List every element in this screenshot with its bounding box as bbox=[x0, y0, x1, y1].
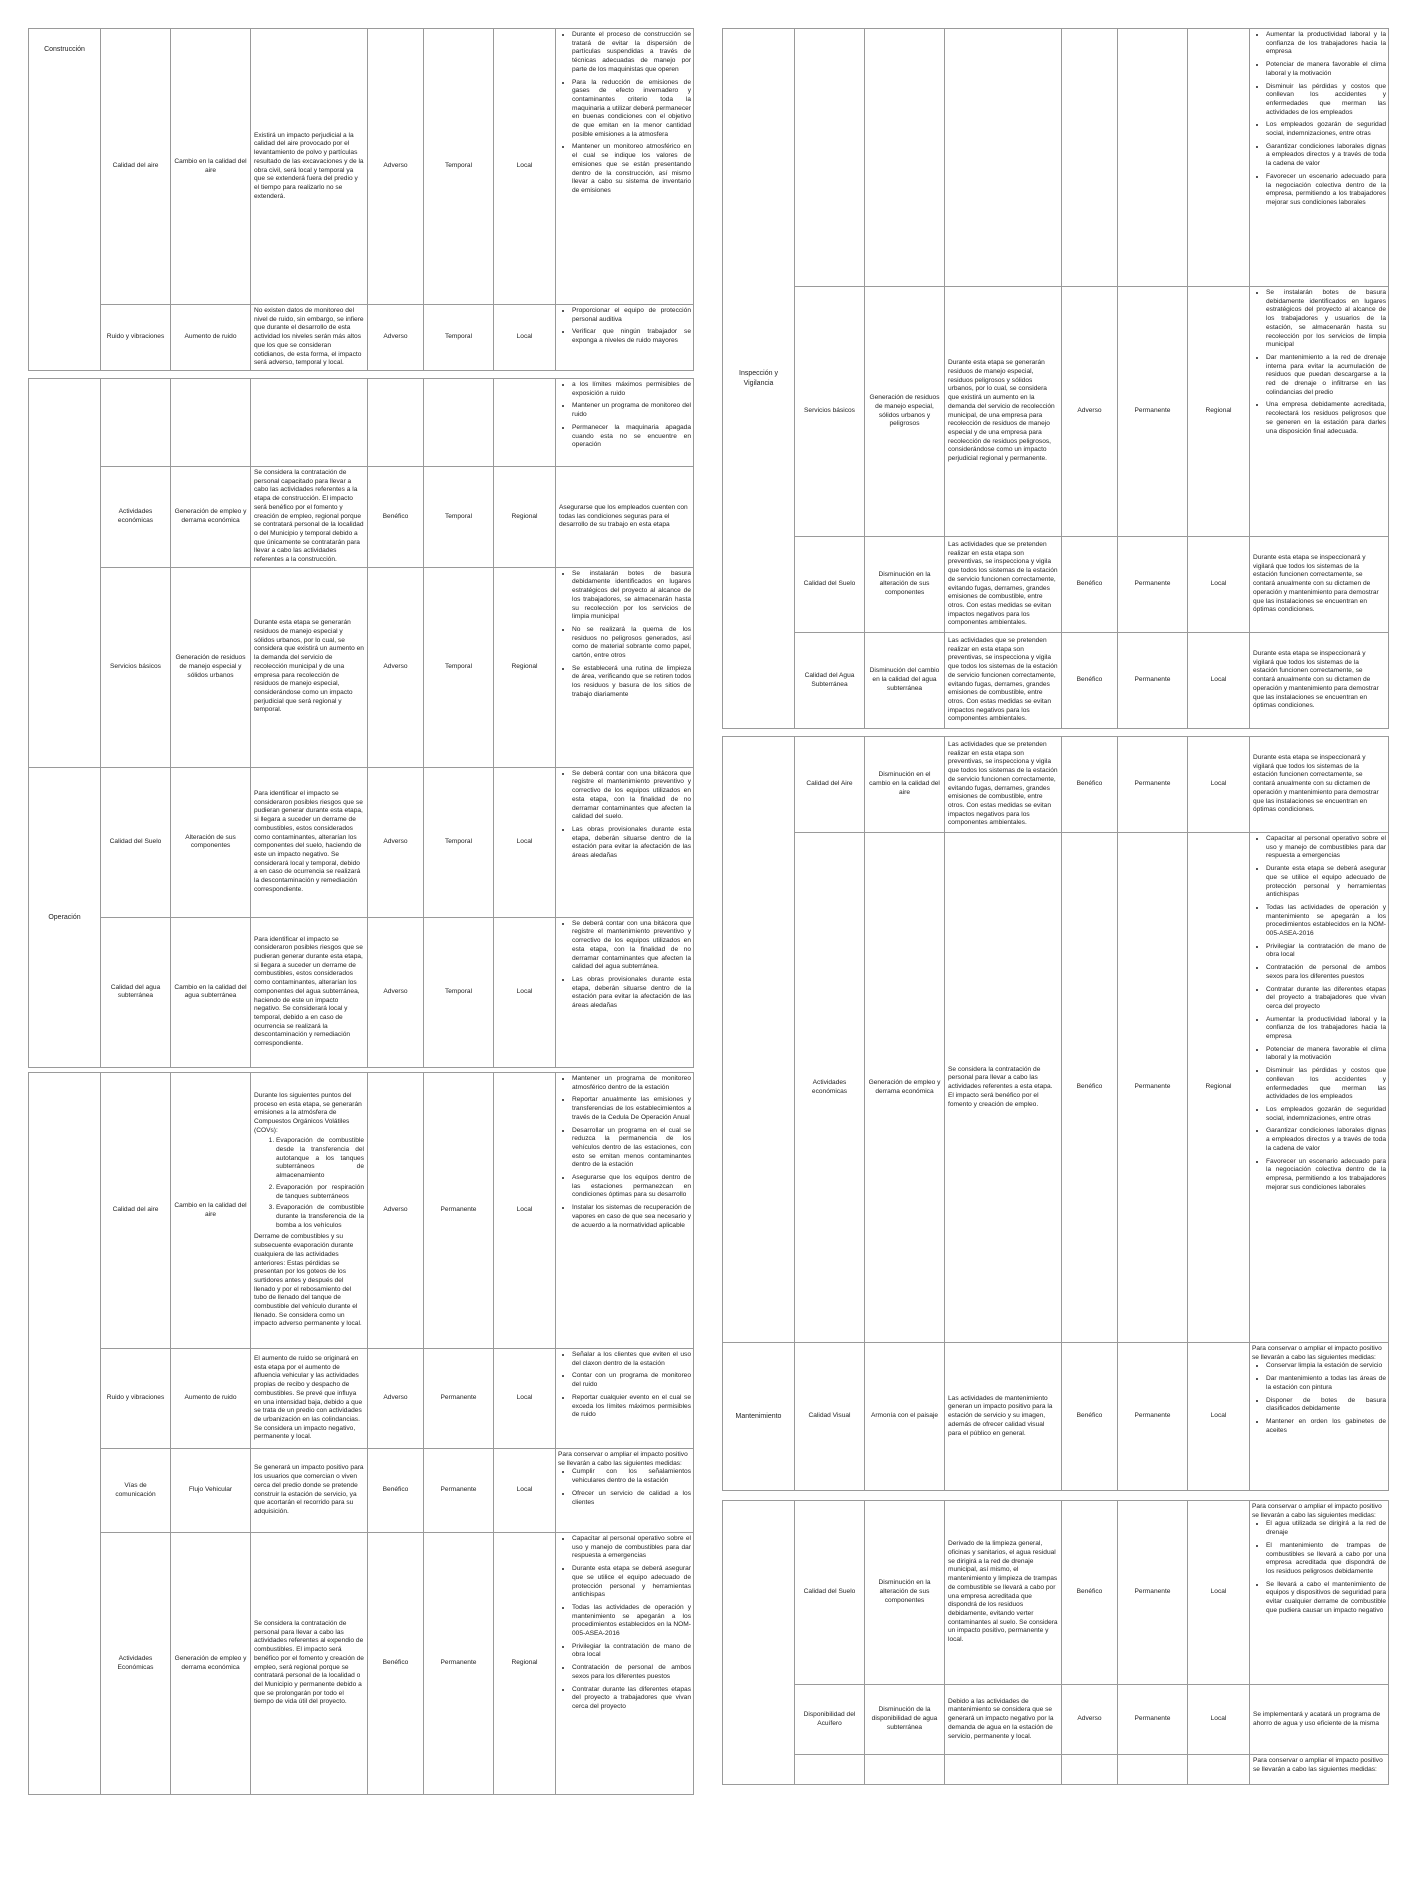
type-cell: Benéfico bbox=[1062, 737, 1118, 833]
factor-cell: Calidad del Suelo bbox=[101, 767, 171, 917]
bullet-item: • Contratar durante las diferentes etapas del proyecto a trabajadores que vivan cerca del proyecto bbox=[1266, 986, 1386, 1012]
mitigation-cell bbox=[556, 1449, 694, 1533]
duration-cell: Permanente bbox=[424, 1349, 494, 1449]
mitigation-cell bbox=[556, 567, 694, 767]
description-cell: Para identificar el impacto se consideraron posibles riesgos que se pudieran generar durante esta etapa, si llegara a suceder un derrame de combustibles, estos considerados como contaminantes, alterarían los componentes del agua subterránea, haciendo de este un impacto negativo. Se considerará local y temporal, debido a en caso de ocurrencia se realizará la descontaminación y remediación correspondiente. bbox=[251, 917, 368, 1067]
empty-cell bbox=[494, 379, 556, 467]
impact-cell: Aumento de ruido bbox=[171, 1349, 251, 1449]
type-cell: Benéfico bbox=[1062, 833, 1118, 1343]
type-cell: Adverso bbox=[368, 767, 424, 917]
mitigation-cell: Durante esta etapa se inspeccionará y vigilará que todos los sistemas de la estación funcionen correctamente, se contará anualmente con su dictamen de operación y mantenimiento para demostrar que las instalaciones se encuentran en óptimas condiciones. bbox=[1250, 737, 1389, 833]
phase-label: Construcción bbox=[29, 29, 101, 371]
bullet-item: • Favorecer un escenario adecuado para la negociación colectiva dentro de la empresa, permitiendo a los trabajadores mejorar sus condiciones laborales bbox=[1266, 1158, 1386, 1193]
type-cell: Benéfico bbox=[368, 1533, 424, 1795]
duration-cell: Permanente bbox=[424, 1449, 494, 1533]
phase-label: Inspección y Vigilancia bbox=[723, 29, 795, 729]
mitigation-cell bbox=[1250, 1501, 1389, 1685]
bullet-item: • Instalar los sistemas de recuperación de vapores en caso de que sea necesario y de acuerdo a la normatividad aplicable bbox=[572, 1204, 691, 1230]
bullet-item: • Los empleados gozarán de seguridad social, indemnizaciones, entre otras bbox=[1266, 1106, 1386, 1123]
bullet-item: • Mantener un programa de monitoreo atmosférico dentro de la estación bbox=[572, 1075, 691, 1092]
bullet-item: • Las obras provisionales durante esta etapa, deberán situarse dentro de la estación para evitar la afectación de las áreas aledañas bbox=[572, 976, 691, 1011]
factor-cell: Calidad del Suelo bbox=[795, 537, 865, 633]
bullet-item: • Disponer de botes de basura clasificados debidamente bbox=[1266, 1397, 1386, 1414]
mitigation-cell bbox=[1250, 287, 1389, 537]
mitigation-cell bbox=[1250, 1343, 1389, 1491]
factor-cell: Calidad del Aire bbox=[795, 737, 865, 833]
mitigation-cell bbox=[556, 917, 694, 1067]
bullet-item: • Proporcionar el equipo de protección personal auditiva bbox=[572, 307, 691, 324]
bullet-item: • Conservar limpia la estación de servicio bbox=[1266, 1362, 1386, 1371]
scope-cell: Local bbox=[494, 917, 556, 1067]
mitigation-intro: Para conservar o ampliar el impacto positivo se llevarán a cabo las siguientes medidas: bbox=[558, 1451, 688, 1467]
right-table-mantenimiento-2 bbox=[722, 1500, 1388, 1785]
bullet-item: • Privilegiar la contratación de mano de obra local bbox=[1266, 943, 1386, 960]
bullet-item: • Aumentar la productividad laboral y la confianza de los trabajadores hacia la empresa bbox=[1266, 1016, 1386, 1042]
mitigation-cell bbox=[556, 1073, 694, 1349]
bullet-item: • Se establecerá una rutina de limpieza de área, verificando que se retiren todos los residuos y basura de los sitios de trabajo diariamente bbox=[572, 665, 691, 700]
bullet-item: • Contratar durante las diferentes etapas del proyecto a trabajadores que vivan cerca del proyecto bbox=[572, 1686, 691, 1712]
factor-cell: Actividades económicas bbox=[795, 833, 865, 1343]
type-cell: Adverso bbox=[368, 1073, 424, 1349]
bullet-item: • Una empresa debidamente acreditada, recolectará los residuos peligrosos que se generen en la estación para darles una disposición final adecuada. bbox=[1266, 401, 1386, 436]
scope-cell: Local bbox=[494, 29, 556, 305]
duration-cell: Permanente bbox=[1118, 1343, 1188, 1491]
left-table-construccion bbox=[28, 28, 693, 371]
bullet-item: • Desarrollar un programa en el cual se reduzca la permanencia de los vehículos dentro de las estaciones, con esto se emitan menos contaminantes dentro de la estación bbox=[572, 1127, 691, 1171]
bullet-list bbox=[558, 920, 691, 1011]
bullet-list bbox=[558, 1075, 691, 1230]
empty-cell bbox=[1062, 29, 1118, 287]
mitigation-cell bbox=[556, 29, 694, 305]
bullet-item: • Se instalarán botes de basura debidamente identificados en lugares estratégicos del proyecto al alcance de los trabajadores, se almacenarán hasta su recolección por los servicios de limpia municipal bbox=[572, 570, 691, 622]
bullet-list bbox=[1252, 835, 1386, 1192]
mitigation-intro: Para conservar o ampliar el impacto positivo se llevarán a cabo las siguientes medidas: bbox=[1252, 1503, 1382, 1519]
mitigation-cell bbox=[556, 1349, 694, 1449]
impact-cell: Disminución en la alteración de sus componentes bbox=[865, 537, 945, 633]
mitigation-intro: Para conservar o ampliar el impacto positivo se llevarán a cabo las siguientes medidas: bbox=[1252, 1345, 1382, 1361]
mitigation-cell bbox=[556, 379, 694, 467]
duration-cell: Temporal bbox=[424, 29, 494, 305]
bullet-item: • Se deberá contar con una bitácora que registre el mantenimiento preventivo y correctivo de los equipos utilizados en esta etapa, con la finalidad de no derramar contaminantes que afecten la calidad del suelo. bbox=[572, 770, 691, 822]
phase-label: Operación bbox=[29, 767, 101, 1067]
impact-cell: Disminución de la disponibilidad de agua subterránea bbox=[865, 1685, 945, 1755]
bullet-item: • Contratación de personal de ambos sexos para los diferentes puestos bbox=[572, 1664, 691, 1681]
bullet-item: • Asegurarse que los equipos dentro de las estaciones permanezcan en condiciones óptimas para su desarrollo bbox=[572, 1174, 691, 1200]
bullet-list bbox=[558, 570, 691, 700]
type-cell: Adverso bbox=[368, 305, 424, 371]
duration-cell: Permanente bbox=[1118, 1501, 1188, 1685]
duration-cell: Permanente bbox=[1118, 633, 1188, 729]
bullet-item: • Verificar que ningún trabajador se exponga a niveles de ruido mayores bbox=[572, 328, 691, 345]
bullet-item: • Disminuir las pérdidas y costos que conllevan los accidentes y enfermedades que merman las actividades de los empleados bbox=[1266, 1067, 1386, 1102]
empty-cell bbox=[1118, 1755, 1188, 1785]
bullet-item: • Los empleados gozarán de seguridad social, indemnizaciones, entre otras bbox=[1266, 121, 1386, 138]
bullet-list bbox=[558, 1535, 691, 1712]
scope-cell: Local bbox=[1188, 1685, 1250, 1755]
type-cell: Benéfico bbox=[1062, 537, 1118, 633]
scope-cell: Local bbox=[494, 1449, 556, 1533]
bullet-list bbox=[558, 1468, 691, 1507]
bullet-item: • Todas las actividades de operación y mantenimiento se apegarán a los procedimientos establecidos en la NOM-005-ASEA-2016 bbox=[572, 1604, 691, 1639]
empty-cell bbox=[865, 29, 945, 287]
type-cell: Adverso bbox=[1062, 287, 1118, 537]
impact-cell: Aumento de ruido bbox=[171, 305, 251, 371]
impact-cell: Generación de empleo y derrama económica bbox=[171, 467, 251, 568]
description-cell: Derivado de la limpieza general, oficinas y sanitarios, el agua residual se dirigirá a la red de drenaje municipal, así mismo, el mantenimiento y limpieza de trampas de combustible se llevará a cabo por una empresa acreditada que dispondrá de los residuos debidamente, evitando verter contaminantes al suelo. Se considera un impacto positivo, permanente y local. bbox=[945, 1501, 1062, 1685]
bullet-item: • Contratación de personal de ambos sexos para los diferentes puestos bbox=[1266, 964, 1386, 981]
mitigation-cell bbox=[556, 767, 694, 917]
impact-cell: Disminución del cambio en la calidad del agua subterránea bbox=[865, 633, 945, 729]
description-cell: Debido a las actividades de mantenimiento se considera que se generará un impacto negativo por la demanda de agua en la estación de servicio, permanente y local. bbox=[945, 1685, 1062, 1755]
description-cell: Existirá un impacto perjudicial a la calidad del aire provocado por el levantamiento de polvo y partículas resultado de las excavaciones y de la obra civil, será local y temporal ya que se extenderá fuera del predio y el tiempo para realizarlo no se extenderá. bbox=[251, 29, 368, 305]
bullet-item: • Se deberá contar con una bitácora que registre el mantenimiento preventivo y correctivo de los equipos utilizados en esta etapa, con la finalidad de no derramar contaminantes que afecten la calidad del agua subterránea. bbox=[572, 920, 691, 972]
impact-cell: Generación de empleo y derrama económica bbox=[865, 833, 945, 1343]
bullet-list bbox=[558, 1351, 691, 1420]
impact-cell: Generación de residuos de manejo especial, sólidos urbanos y peligrosos bbox=[865, 287, 945, 537]
empty-cell bbox=[1062, 1755, 1118, 1785]
impact-cell: Alteración de sus componentes bbox=[171, 767, 251, 917]
bullet-item: • Para la reducción de emisiones de gases de efecto invernadero y contaminantes criterio toda la maquinaria a utilizar deberá permanecer en buenas condiciones con el objetivo de que emitan en la menor cantidad posible emisiones a la atmosfera bbox=[572, 79, 691, 140]
duration-cell: Permanente bbox=[1118, 737, 1188, 833]
phase-label: Mantenimiento bbox=[723, 1343, 795, 1491]
duration-cell: Temporal bbox=[424, 767, 494, 917]
type-cell: Adverso bbox=[368, 29, 424, 305]
factor-cell: Servicios básicos bbox=[101, 567, 171, 767]
scope-cell: Local bbox=[494, 1349, 556, 1449]
duration-cell: Temporal bbox=[424, 567, 494, 767]
bullet-item: • Mantener un programa de monitoreo del ruido bbox=[572, 402, 691, 419]
bullet-item: • Capacitar al personal operativo sobre el uso y manejo de combustibles para dar respuesta a emergencias bbox=[1266, 835, 1386, 861]
duration-cell: Permanente bbox=[424, 1533, 494, 1795]
bullet-item: • Durante esta etapa se deberá asegurar que se utilice el equipo adecuado de protección personal y herramientas antichispas bbox=[572, 1565, 691, 1600]
empty-cell bbox=[945, 29, 1062, 287]
duration-cell: Permanente bbox=[1118, 287, 1188, 537]
duration-cell: Permanente bbox=[1118, 1685, 1188, 1755]
impact-cell: Disminución en el cambio en la calidad del aire bbox=[865, 737, 945, 833]
factor-cell: Calidad Visual bbox=[795, 1343, 865, 1491]
bullet-list bbox=[558, 31, 691, 196]
scope-cell: Local bbox=[1188, 1501, 1250, 1685]
mitigation-cell bbox=[556, 305, 694, 371]
description-cell: Se considera la contratación de personal para llevar a cabo las actividades referentes a esta etapa. El impacto será benéfico por el fomento y creación de empleo. bbox=[945, 833, 1062, 1343]
bullet-item: • El mantenimiento de trampas de combustibles se llevará a cabo por una empresa acreditada que dispondrá de los residuos peligrosos debidamente bbox=[1266, 1542, 1386, 1577]
bullet-item: • Se instalarán botes de basura debidamente identificados en lugares estratégicos del proyecto al alcance de los trabajadores y usuarios de la estación, se almacenarán hasta su recolección por los servicios de limpia municipal bbox=[1266, 289, 1386, 350]
bullet-item: • Cumplir con los señalamientos vehiculares dentro de la estación bbox=[572, 1468, 691, 1485]
bullet-item: • Garantizar condiciones laborales dignas a empleados directos y a través de toda la cadena de valor bbox=[1266, 143, 1386, 169]
description-cell: Se considera la contratación de personal para llevar a cabo las actividades referentes al expendio de combustibles. El impacto será benéfico por el fomento y creación de empleo, será regional porque se contratará personal de la localidad o del Municipio y permanente debido a que se prolongarán por todo el tiempo de vida útil del proyecto. bbox=[251, 1533, 368, 1795]
mitigation-cell bbox=[1250, 29, 1389, 287]
description-cell: El aumento de ruido se originará en esta etapa por el aumento de afluencia vehicular y las actividades propias de recibo y despacho de combustibles. Se prevé que influya en una intensidad baja, debido a que se trata de un predio con actividades de urbanización en las colindancias. Se considera un impacto negativo, permanente y local. bbox=[251, 1349, 368, 1449]
mitigation-cell bbox=[556, 1533, 694, 1795]
bullet-item: • Potenciar de manera favorable el clima laboral y la motivación bbox=[1266, 1046, 1386, 1063]
scope-cell: Regional bbox=[1188, 833, 1250, 1343]
bullet-item: • Mantener en orden los gabinetes de aceites bbox=[1266, 1418, 1386, 1435]
empty-cell bbox=[171, 379, 251, 467]
empty-cell bbox=[1118, 29, 1188, 287]
factor-cell: Calidad del Agua Subterránea bbox=[795, 633, 865, 729]
scope-cell: Regional bbox=[1188, 287, 1250, 537]
bullet-item: • Dar mantenimiento a la red de drenaje interna para evitar la acumulación de residuos que puedan descargarse a la red de drenaje o infiltrarse en las colindancias del predio bbox=[1266, 354, 1386, 398]
bullet-list bbox=[1252, 1520, 1386, 1615]
bullet-item: • Capacitar al personal operativo sobre el uso y manejo de combustibles para dar respuesta a emergencias bbox=[572, 1535, 691, 1561]
empty-cell bbox=[795, 29, 865, 287]
factor-cell: Actividades Económicas bbox=[101, 1533, 171, 1795]
description-cell: Para identificar el impacto se consideraron posibles riesgos que se pudieran generar durante esta etapa, si llegara a suceder un derrame de combustibles, estos considerados como contaminantes, alterarían los componentes del suelo, haciendo de este un impacto negativo. Se considerará local y temporal, debido a en caso de ocurrencia se realizará la descontaminación y remediación correspondiente. bbox=[251, 767, 368, 917]
description-cell: Las actividades que se pretenden realizar en esta etapa son preventivas, se inspecciona y vigila que todos los sistemas de la estación de servicio funcionen correctamente, evitando fugas, derrames, grandes emisiones de combustible, entre otros. Con estas medidas se evitan impactos negativos para los componentes ambientales. bbox=[945, 633, 1062, 729]
description-cell: Las actividades que se pretenden realizar en esta etapa son preventivas, se inspecciona y vigila que todos los sistemas de la estación de servicio funcionen correctamente, evitando fugas, derrames, grandes emisiones de combustible, entre otros. Con estas medidas se evitan impactos negativos para los componentes ambientales. bbox=[945, 737, 1062, 833]
mitigation-cell bbox=[1250, 833, 1389, 1343]
mitigation-cell: Durante esta etapa se inspeccionará y vigilará que todos los sistemas de la estación funcionen correctamente, se contará anualmente con su dictamen de operación y mantenimiento para demostrar que las instalaciones se encuentran en óptimas condiciones. bbox=[1250, 633, 1389, 729]
type-cell: Benéfico bbox=[1062, 633, 1118, 729]
left-table-operacion-2 bbox=[28, 1072, 693, 1795]
bullet-item: • Favorecer un escenario adecuado para la negociación colectiva dentro de la empresa, permitiendo a los trabajadores mejorar sus condiciones laborales bbox=[1266, 173, 1386, 208]
empty-cell bbox=[424, 379, 494, 467]
description-cell: Se considera la contratación de personal capacitado para llevar a cabo las actividades referentes a la etapa de construcción. El impacto será benéfico por el fomento y creación de empleo, regional porque se contratará personal de la localidad o del Municipio y temporal debido a que únicamente se contratarán para llevar a cabo las actividades referentes a la construcción. bbox=[251, 467, 368, 568]
mitigation-cell: Se implementará y acatará un programa de ahorro de agua y uso eficiente de la misma bbox=[1250, 1685, 1389, 1755]
bullet-item: • Aumentar la productividad laboral y la confianza de los trabajadores hacia la empresa bbox=[1266, 31, 1386, 57]
factor-cell: Disponibilidad del Acuífero bbox=[795, 1685, 865, 1755]
factor-cell: Ruido y vibraciones bbox=[101, 305, 171, 371]
impact-cell: Cambio en la calidad del agua subterránea bbox=[171, 917, 251, 1067]
type-cell: Adverso bbox=[1062, 1685, 1118, 1755]
scope-cell: Local bbox=[1188, 1343, 1250, 1491]
phase-empty-cell bbox=[723, 1501, 795, 1785]
description-cell: Durante esta etapa se generarán residuos de manejo especial, residuos peligrosos y sólidos urbanos, por lo cual, se considera que existirá un aumento en la demanda del servicio de recolección municipal, de una empresa para recolección de residuos de manejo especial y de una empresa para recolección de residuos peligrosos, considerándose como un impacto perjudicial regional y permanente. bbox=[945, 287, 1062, 537]
bullet-item: • Disminuir las pérdidas y costos que conllevan los accidentes y enfermedades que merman las actividades de los empleados bbox=[1266, 83, 1386, 118]
bullet-item: • Mantener un monitoreo atmosférico en el cual se indique los valores de emisiones que se están presentando dentro de la construcción, así mismo llevar a cabo su sistema de inventario de emisiones bbox=[572, 143, 691, 195]
numbered-list bbox=[254, 1137, 364, 1230]
empty-cell bbox=[795, 1755, 865, 1785]
type-cell: Benéfico bbox=[368, 467, 424, 568]
empty-cell bbox=[251, 379, 368, 467]
description-cell: Se generará un impacto positivo para los usuarios que comercian o viven cerca del predio donde se pretende construir la estación de servicio, ya que acortarán el recorrido para su adquisición. bbox=[251, 1449, 368, 1533]
factor-cell: Calidad del agua subterránea bbox=[101, 917, 171, 1067]
type-cell: Benéfico bbox=[1062, 1501, 1118, 1685]
description-cell: Durante esta etapa se generarán residuos de manejo especial y sólidos urbanos, por lo cual, se considera que existirá un aumento en la demanda del servicio de recolección municipal y de una empresa para recolección de residuos de manejo especial, considerándose como un impacto perjudicial que será regional y temporal. bbox=[251, 567, 368, 767]
impact-cell: Flujo Vehicular bbox=[171, 1449, 251, 1533]
description-outro: Derrame de combustibles y su subsecuente evaporación durante cualquiera de las actividades anteriores: Estas pérdidas se presentan por los goteos de los surtidores antes y después del llenado y por el rebosamiento del tubo de llenado del tanque de combustible del vehículo durante el llenado. Se considera como un impacto adverso permanente y local. bbox=[254, 1233, 362, 1328]
duration-cell: Permanente bbox=[424, 1073, 494, 1349]
scope-cell: Local bbox=[494, 767, 556, 917]
factor-cell: Calidad del aire bbox=[101, 1073, 171, 1349]
bullet-item: • Durante el proceso de construcción se tratará de evitar la dispersión de partículas suspendidas a través de técnicas adecuadas de manejo por parte de los maquinistas que operen bbox=[572, 31, 691, 75]
bullet-item: • Señalar a los clientes que eviten el uso del claxon dentro de la estación bbox=[572, 1351, 691, 1368]
description-cell: Las actividades de mantenimiento generan un impacto positivo para la estación de servicio y su imagen, además de ofrecer calidad visual para el público en general. bbox=[945, 1343, 1062, 1491]
mitigation-intro: Para conservar o ampliar el impacto positivo se llevarán a cabo las siguientes medidas: bbox=[1250, 1755, 1389, 1785]
scope-cell: Regional bbox=[494, 467, 556, 568]
duration-cell: Temporal bbox=[424, 917, 494, 1067]
scope-cell: Local bbox=[1188, 737, 1250, 833]
scope-cell: Local bbox=[1188, 633, 1250, 729]
bullet-list bbox=[1252, 31, 1386, 208]
bullet-item: • Ofrecer un servicio de calidad a los clientes bbox=[572, 1490, 691, 1507]
bullet-item: • Durante esta etapa se deberá asegurar que se utilice el equipo adecuado de protección personal y herramientas antichispas bbox=[1266, 865, 1386, 900]
impact-cell: Disminución en la alteración de sus componentes bbox=[865, 1501, 945, 1685]
bullet-item: • Las obras provisionales durante esta etapa, deberán situarse dentro de la estación para evitar la afectación de las áreas aledañas bbox=[572, 826, 691, 861]
bullet-item: • No se realizará la quema de los residuos no peligrosos generados, así como de material sobrante como papel, cartón, entre otros bbox=[572, 626, 691, 661]
left-table-operacion bbox=[28, 378, 693, 1068]
numbered-item: 1. Evaporación de combustible desde la transferencia del autotanque a los tanques subterráneos de almacenamiento bbox=[276, 1137, 364, 1181]
duration-cell: Temporal bbox=[424, 467, 494, 568]
bullet-item: • Potenciar de manera favorable el clima laboral y la motivación bbox=[1266, 61, 1386, 78]
bullet-item: • a los límites máximos permisibles de exposición a ruido bbox=[572, 381, 691, 398]
description-intro: Durante los siguientes puntos del proceso en esta etapa, se generarán emisiones a la atmósfera de Compuestos Orgánicos Volátiles (COVs): bbox=[254, 1091, 362, 1134]
bullet-list bbox=[1252, 289, 1386, 436]
duration-cell: Temporal bbox=[424, 305, 494, 371]
scope-cell: Local bbox=[494, 305, 556, 371]
bullet-list bbox=[558, 381, 691, 450]
impact-cell: Cambio en la calidad del aire bbox=[171, 1073, 251, 1349]
type-cell: Adverso bbox=[368, 1349, 424, 1449]
factor-cell: Vías de comunicación bbox=[101, 1449, 171, 1533]
scope-cell: Regional bbox=[494, 567, 556, 767]
right-table-inspeccion bbox=[722, 28, 1388, 729]
description-cell: No existen datos de monitoreo del nivel de ruido, sin embargo, se infiere que durante el desarrollo de esta actividad los niveles serán más altos que los que se consideran cotidianos, de esta forma, el impacto será adverso, temporal y local. bbox=[251, 305, 368, 371]
impact-cell: Cambio en la calidad del aire bbox=[171, 29, 251, 305]
type-cell: Adverso bbox=[368, 567, 424, 767]
right-table-mantenimiento bbox=[722, 736, 1388, 1491]
phase-empty-cell bbox=[723, 737, 795, 1343]
description-cell bbox=[251, 1073, 368, 1349]
bullet-list bbox=[558, 307, 691, 346]
bullet-item: • Reportar anualmente las emisiones y transferencias de los establecimientos a través de la Cedula De Operación Anual bbox=[572, 1096, 691, 1122]
impact-cell: Generación de residuos de manejo especial y sólidos urbanos bbox=[171, 567, 251, 767]
numbered-item: 2. Evaporación por respiración de tanques subterráneos bbox=[276, 1184, 364, 1201]
bullet-list bbox=[1252, 1362, 1386, 1435]
scope-cell: Regional bbox=[494, 1533, 556, 1795]
factor-cell: Ruido y vibraciones bbox=[101, 1349, 171, 1449]
factor-cell: Actividades económicas bbox=[101, 467, 171, 568]
bullet-item: • Todas las actividades de operación y mantenimiento se apegarán a los procedimientos establecidos en la NOM-005-ASEA-2016 bbox=[1266, 904, 1386, 939]
phase-empty-cell bbox=[29, 379, 101, 768]
empty-cell bbox=[101, 379, 171, 467]
duration-cell: Permanente bbox=[1118, 537, 1188, 633]
type-cell: Benéfico bbox=[1062, 1343, 1118, 1491]
description-cell: Las actividades que se pretenden realizar en esta etapa son preventivas, se inspecciona y vigila que todos los sistemas de la estación de servicio funcionen correctamente, evitando fugas, derrames, grandes emisiones de combustible, entre otros. Con estas medidas se evitan impactos negativos para los componentes ambientales. bbox=[945, 537, 1062, 633]
empty-cell bbox=[368, 379, 424, 467]
bullet-item: • Reportar cualquier evento en el cual se exceda los límites máximos permisibles de ruido bbox=[572, 1394, 691, 1420]
mitigation-cell: Durante esta etapa se inspeccionará y vigilará que todos los sistemas de la estación funcionen correctamente, se contará anualmente con su dictamen de operación y mantenimiento para demostrar que las instalaciones se encuentran en óptimas condiciones. bbox=[1250, 537, 1389, 633]
type-cell: Benéfico bbox=[368, 1449, 424, 1533]
bullet-list bbox=[558, 770, 691, 861]
empty-cell bbox=[945, 1755, 1062, 1785]
bullet-item: • Permanecer la maquinaria apagada cuando esta no se encuentre en operación bbox=[572, 424, 691, 450]
factor-cell: Calidad del aire bbox=[101, 29, 171, 305]
empty-cell bbox=[1188, 1755, 1250, 1785]
type-cell: Adverso bbox=[368, 917, 424, 1067]
empty-cell bbox=[1188, 29, 1250, 287]
mitigation-cell: Asegurarse que los empleados cuenten con todas las condiciones seguras para el desarrollo de su trabajo en esta etapa bbox=[556, 467, 694, 568]
phase-empty-cell bbox=[29, 1073, 101, 1795]
bullet-item: • El agua utilizada se dirigirá a la red de drenaje bbox=[1266, 1520, 1386, 1537]
numbered-item: 3. Evaporación de combustible durante la transferencia de la bomba a los vehículos bbox=[276, 1204, 364, 1230]
bullet-item: • Contar con un programa de monitoreo del ruido bbox=[572, 1372, 691, 1389]
bullet-item: • Garantizar condiciones laborales dignas a empleados directos y a través de toda la cadena de valor bbox=[1266, 1127, 1386, 1153]
duration-cell: Permanente bbox=[1118, 833, 1188, 1343]
scope-cell: Local bbox=[494, 1073, 556, 1349]
impact-cell: Armonía con el paisaje bbox=[865, 1343, 945, 1491]
bullet-item: • Dar mantenimiento a todas las áreas de la estación con pintura bbox=[1266, 1375, 1386, 1392]
factor-cell: Calidad del Suelo bbox=[795, 1501, 865, 1685]
factor-cell: Servicios básicos bbox=[795, 287, 865, 537]
empty-cell bbox=[865, 1755, 945, 1785]
bullet-item: • Se llevará a cabo el mantenimiento de equipos y dispositivos de seguridad para evitar cualquier derrame de combustible que pudiera causar un impacto negativo bbox=[1266, 1581, 1386, 1616]
impact-cell: Generación de empleo y derrama económica bbox=[171, 1533, 251, 1795]
bullet-item: • Privilegiar la contratación de mano de obra local bbox=[572, 1643, 691, 1660]
scope-cell: Local bbox=[1188, 537, 1250, 633]
